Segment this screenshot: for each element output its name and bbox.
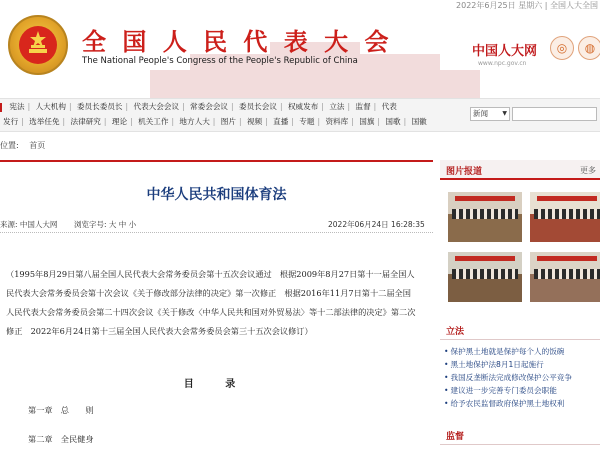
nav-item-pictures[interactable]: 图片: [220, 117, 236, 126]
nav-item-national-flag[interactable]: 国旗: [359, 117, 375, 126]
news-photo-1[interactable]: [448, 192, 522, 242]
nav-item-topics[interactable]: 专题: [299, 117, 315, 126]
search-scope-value: 新闻: [473, 109, 488, 118]
right-sidebar: [440, 160, 600, 450]
bullet-icon: •: [444, 399, 449, 408]
photo-section-title[interactable]: 图片报道: [446, 167, 483, 177]
nav-item-chairman[interactable]: 委员长委员长: [76, 102, 123, 111]
npc-logo-text: 中国人大网: [472, 44, 538, 59]
nav-item-national-anthem[interactable]: 国歌: [385, 117, 401, 126]
list-item[interactable]: • 保护黑土地就是保护每个人的饭碗: [444, 347, 565, 356]
topbar-site-link[interactable]: 全国人大全国: [550, 1, 598, 10]
nav-item-npc-organs[interactable]: 人大机构: [35, 102, 66, 111]
site-subtitle: The National People's Congress of the People's Republic of China: [82, 56, 358, 66]
legislation-news-list: [444, 346, 600, 411]
nav-item-local-npc[interactable]: 地方人大: [179, 117, 210, 126]
font-size-switcher[interactable]: 浏览字号: 大 中 小: [74, 220, 137, 229]
search-scope-select[interactable]: [470, 107, 510, 121]
legislation-section-title[interactable]: 立法: [446, 327, 465, 337]
topbar: [456, 0, 598, 12]
main-nav: [0, 98, 600, 132]
list-item[interactable]: • 黑土地保护法8月1日起施行: [444, 360, 544, 369]
supervision-section-header: [440, 425, 600, 445]
site-header: [0, 0, 600, 98]
nav-item-legislation[interactable]: 立法: [329, 102, 345, 111]
toc-chapter-1: 第一章 总 则: [28, 405, 94, 415]
news-photo-3[interactable]: [448, 252, 522, 302]
nav-item-theory[interactable]: 理论: [111, 117, 128, 126]
bullet-icon: •: [444, 373, 449, 382]
article-datetime: 2022年06月24日 16:28:35: [328, 220, 425, 229]
wechat-icon[interactable]: ◍: [578, 36, 600, 60]
legislation-section-header: [440, 320, 600, 340]
list-item[interactable]: • 我国反垄断法完成修改保护公平竞争: [444, 373, 572, 382]
breadcrumb: [0, 140, 45, 151]
nav-item-deputies[interactable]: 代表: [381, 102, 397, 111]
toc-title: 目 录: [183, 379, 250, 390]
search-input[interactable]: [512, 107, 597, 121]
nav-item-congress-sessions[interactable]: 代表大会会议: [133, 102, 180, 111]
topbar-date: 2022年6月25日: [456, 1, 516, 10]
nav-item-database[interactable]: 资料库: [325, 117, 349, 126]
meta-divider: [0, 232, 433, 233]
nav-item-video[interactable]: 视频: [246, 117, 263, 126]
news-photo-4[interactable]: [530, 252, 600, 302]
nav-item-live[interactable]: 直播: [273, 117, 289, 126]
breadcrumb-home-link[interactable]: 首页: [29, 141, 46, 150]
nav-accent-bar: [0, 103, 2, 112]
article-preface: （1995年8月29日第八届全国人民代表大会常务委员会第十五次会议通过 根据2009年8月27日第十一届全国人民代表大会常务委员会第十次会议《关于修改部分法律的决定》第一次修正 根据2016年11月7日第十二届全国人民代表大会常务委员会第二十四次会议《关于修改〈中华人民共和国对外贸易法〉等十二部法律的决定》第二次修正 2022年6月24日第十三届全国人民代表大会常务委员会第三十五次会议修订）: [6, 269, 416, 336]
nav-item-constitution[interactable]: 宪法: [9, 102, 25, 111]
national-emblem-icon[interactable]: [8, 15, 68, 75]
news-photo-2[interactable]: [530, 192, 600, 242]
nav-item-releases[interactable]: 权威发布: [287, 102, 319, 111]
supervision-section-title[interactable]: 监督: [446, 432, 465, 442]
nav-item-law-research[interactable]: 法律研究: [70, 117, 101, 126]
topbar-separator: |: [544, 1, 548, 10]
article-title: 中华人民共和国体育法: [146, 187, 287, 203]
nav-row-secondary: 发行 | 选举任免 | 法律研究 | 理论 | 机关工作 | 地方人大 | 图片 | 视频 | 直播 | 专题 | 资料库 | 国旗 | 国歌 | 国徽: [0, 116, 430, 131]
nav-item-standing-committee[interactable]: 常委会会议: [190, 102, 229, 111]
list-item[interactable]: • 建议进一步完善专门委员会职能: [444, 386, 557, 395]
nav-item-national-emblem[interactable]: 国徽: [411, 117, 427, 126]
list-item[interactable]: • 给予农民监督政府保护黑土地权利: [444, 399, 565, 408]
more-link[interactable]: 更多: [580, 166, 596, 175]
nav-item-chairman-meetings[interactable]: 委员长会议: [239, 102, 277, 111]
article-content: [0, 160, 433, 450]
npc-logo-url: www.npc.gov.cn: [478, 60, 527, 67]
site-title[interactable]: 全 国 人 民 代 表 大 会: [82, 27, 393, 56]
article-source: 来源: 中国人大网: [0, 220, 58, 229]
npc-logo[interactable]: [472, 40, 537, 67]
toc-chapter-2: 第二章 全民健身: [28, 434, 94, 444]
nav-item-office-work[interactable]: 机关工作: [138, 117, 169, 126]
nav-item-publish[interactable]: 发行: [3, 117, 19, 126]
nav-row-primary: 宪法 | 人大机构 | 委员长委员长 | 代表大会会议 | 常委会会议 | 委员长会议 | 权威发布 | 立法 | 监督 | 代表: [0, 101, 400, 116]
topbar-weekday: 星期六: [518, 1, 543, 10]
photo-section-header: [440, 160, 600, 180]
bullet-icon: •: [444, 360, 449, 369]
weibo-icon[interactable]: ◎: [550, 36, 574, 60]
chevron-down-icon: ▼: [502, 110, 507, 117]
nav-item-elections[interactable]: 选举任免: [29, 117, 60, 126]
nav-item-supervision[interactable]: 监督: [355, 102, 371, 111]
bullet-icon: •: [444, 386, 449, 395]
breadcrumb-label: 位置:: [0, 141, 19, 150]
bullet-icon: •: [444, 347, 449, 356]
